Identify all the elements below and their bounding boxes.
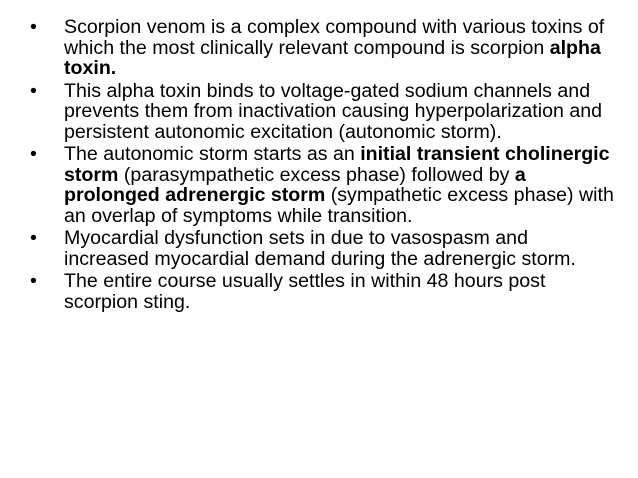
bold-text-segment: a prolonged adrenergic storm <box>64 163 526 206</box>
text-segment: (parasympathetic excess phase) followed by <box>118 163 515 186</box>
bullet-item <box>30 144 615 226</box>
text-segment: (sympathetic excess phase) with an overlap of symptoms while transition. <box>64 184 614 227</box>
bullet-text <box>64 80 602 143</box>
bold-text-segment: initial transient cholinergic storm <box>64 143 610 186</box>
bullet-point-icon: • <box>30 143 37 165</box>
bold-text-segment: alpha toxin. <box>64 36 601 79</box>
bullet-text <box>64 143 614 227</box>
bullet-item <box>30 81 615 143</box>
bullet-list <box>30 17 615 314</box>
bullet-item <box>30 271 615 312</box>
bullet-point-icon: • <box>30 227 37 249</box>
bullet-text <box>64 16 604 79</box>
bullet-point-icon: • <box>30 16 37 38</box>
bullet-text <box>64 270 545 313</box>
text-segment: Myocardial dysfunction sets in due to vasospasm and increased myocardial demand during the adrenergic storm. <box>64 227 576 270</box>
bullet-point-icon: • <box>30 270 37 292</box>
bullet-item <box>30 17 615 79</box>
bullet-point-icon: • <box>30 79 37 102</box>
text-segment: The entire course usually settles in within 48 hours post scorpion sting. <box>64 270 546 313</box>
text-segment: This alpha toxin binds to voltage-gated sodium channels and prevents them from inactivation causing hyperpolarization and persistent autonomic excitation (autonomic storm). <box>64 79 603 143</box>
bullet-item <box>30 228 615 269</box>
text-segment: Scorpion venom is a complex compound with various toxins of which the most clinically relevant compound is scorpion <box>64 16 605 59</box>
bullet-text <box>64 227 576 270</box>
text-segment: The autonomic storm starts as an <box>64 143 361 165</box>
